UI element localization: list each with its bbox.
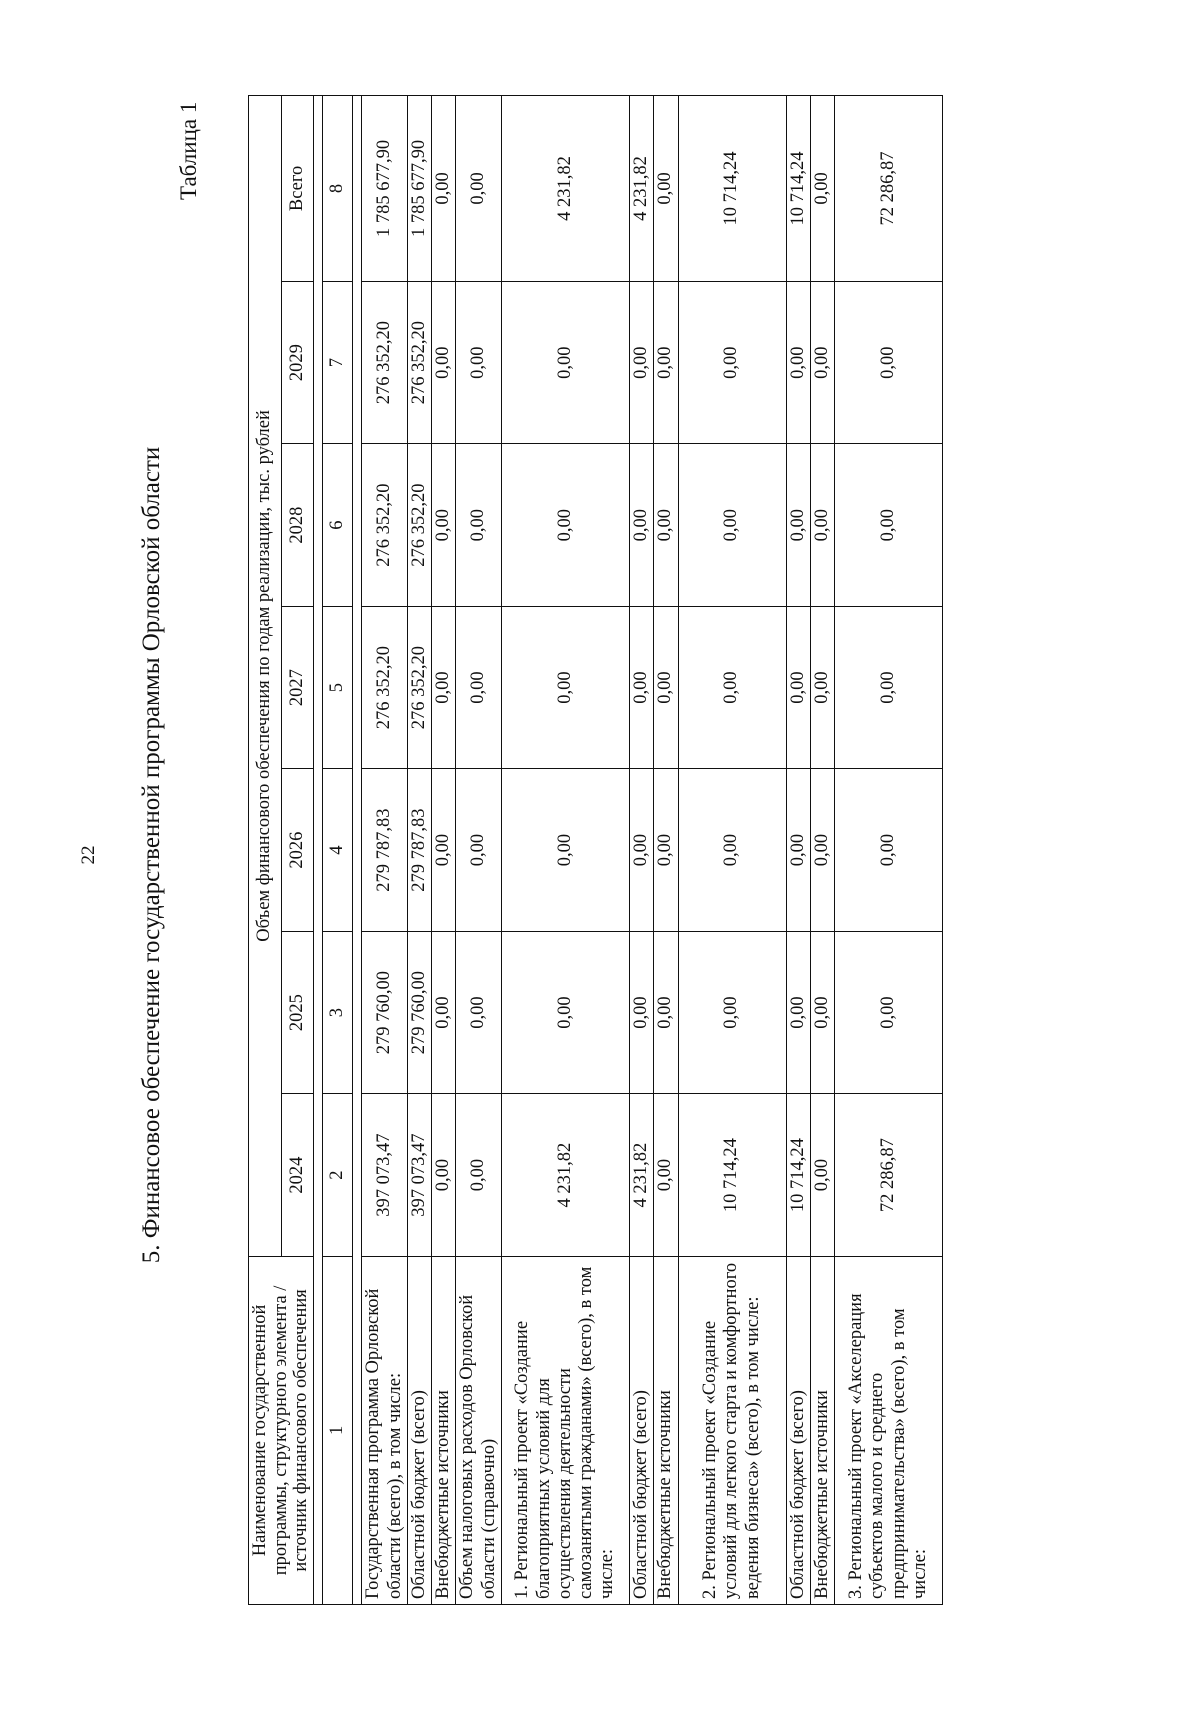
- row-value: 0,00: [835, 931, 943, 1093]
- row-value: 276 352,20: [407, 444, 431, 606]
- row-value: 0,00: [456, 931, 502, 1093]
- row-value: 279 760,00: [407, 931, 431, 1093]
- row-value: 0,00: [786, 606, 810, 768]
- row-value: 0,00: [654, 606, 678, 768]
- row-value: 4 231,82: [502, 1094, 630, 1256]
- row-value: 0,00: [678, 606, 786, 768]
- row-value: 0,00: [678, 444, 786, 606]
- header-year: 2028: [281, 444, 314, 606]
- table-row: [432, 96, 456, 1605]
- row-value: 0,00: [810, 444, 834, 606]
- row-value: 0,00: [654, 769, 678, 931]
- row-total: 10 714,24: [786, 96, 810, 282]
- row-value: 0,00: [786, 769, 810, 931]
- row-value: 279 787,83: [362, 769, 408, 931]
- column-number: 2: [323, 1094, 353, 1256]
- row-total: 4 231,82: [630, 96, 654, 282]
- row-value: 0,00: [502, 606, 630, 768]
- row-value: 72 286,87: [835, 1094, 943, 1256]
- row-name: 2. Региональный проект «Создание условий для легкого старта и комфортного ведения бизнеса» (всего), в том числе:: [678, 1256, 786, 1604]
- row-total: 1 785 677,90: [362, 96, 408, 282]
- table-row: [362, 96, 408, 1605]
- header-year: 2027: [281, 606, 314, 768]
- row-value: 0,00: [502, 281, 630, 443]
- row-value: 0,00: [432, 769, 456, 931]
- header-total: Всего: [281, 96, 314, 282]
- row-value: 0,00: [654, 281, 678, 443]
- row-value: 0,00: [786, 444, 810, 606]
- row-value: 0,00: [678, 281, 786, 443]
- row-value: 0,00: [810, 281, 834, 443]
- row-value: 0,00: [432, 444, 456, 606]
- financing-table: [248, 95, 943, 1605]
- header-year: 2029: [281, 281, 314, 443]
- row-name: 3. Региональный проект «Акселерация субъектов малого и среднего предпринимательства» (всего), в том числе:: [835, 1256, 943, 1604]
- row-value: 0,00: [456, 444, 502, 606]
- row-value: 0,00: [678, 769, 786, 931]
- column-number: 5: [323, 606, 353, 768]
- header-year: 2025: [281, 931, 314, 1093]
- row-value: 397 073,47: [407, 1094, 431, 1256]
- page-number: 22: [78, 845, 99, 865]
- row-value: 0,00: [630, 769, 654, 931]
- row-value: 279 760,00: [362, 931, 408, 1093]
- row-value: 0,00: [786, 281, 810, 443]
- column-number: 1: [323, 1256, 353, 1604]
- row-value: 276 352,20: [407, 606, 431, 768]
- row-name: Областной бюджет (всего): [786, 1256, 810, 1604]
- table-row: [456, 96, 502, 1605]
- row-value: 0,00: [786, 931, 810, 1093]
- row-total: 0,00: [810, 96, 834, 282]
- row-value: 10 714,24: [786, 1094, 810, 1256]
- table-caption: Таблица 1: [176, 101, 201, 200]
- row-value: 4 231,82: [630, 1094, 654, 1256]
- row-value: 0,00: [678, 931, 786, 1093]
- row-value: 0,00: [630, 931, 654, 1093]
- column-number: 4: [323, 769, 353, 931]
- row-value: 0,00: [835, 444, 943, 606]
- row-value: 10 714,24: [678, 1094, 786, 1256]
- row-total: 72 286,87: [835, 96, 943, 282]
- row-value: 397 073,47: [362, 1094, 408, 1256]
- row-value: 0,00: [456, 769, 502, 931]
- row-value: 279 787,83: [407, 769, 431, 931]
- column-number: 8: [323, 96, 353, 282]
- table-row: [678, 96, 786, 1605]
- row-value: 0,00: [630, 281, 654, 443]
- row-value: 0,00: [432, 931, 456, 1093]
- table-row: [502, 96, 630, 1605]
- row-value: 0,00: [654, 444, 678, 606]
- row-value: 0,00: [654, 1094, 678, 1256]
- row-name: 1. Региональный проект «Создание благоприятных условий для осуществления деятельности самозанятыми гражданами» (всего), в том числе:: [502, 1256, 630, 1604]
- table-row: [407, 96, 431, 1605]
- row-name: Областной бюджет (всего): [630, 1256, 654, 1604]
- row-value: 276 352,20: [362, 606, 408, 768]
- row-value: 0,00: [502, 444, 630, 606]
- row-value: 0,00: [630, 606, 654, 768]
- column-number: 7: [323, 281, 353, 443]
- row-total: 1 785 677,90: [407, 96, 431, 282]
- separator-row: [314, 96, 323, 1605]
- row-value: 0,00: [835, 606, 943, 768]
- row-total: 0,00: [654, 96, 678, 282]
- row-name: Внебюджетные источники: [432, 1256, 456, 1604]
- column-number-row: [323, 96, 353, 1605]
- row-value: 276 352,20: [362, 281, 408, 443]
- column-number: 3: [323, 931, 353, 1093]
- row-value: 276 352,20: [407, 281, 431, 443]
- table-row: [630, 96, 654, 1605]
- row-name: Областной бюджет (всего): [407, 1256, 431, 1604]
- table-row: [654, 96, 678, 1605]
- row-name: Внебюджетные источники: [810, 1256, 834, 1604]
- row-value: 0,00: [810, 931, 834, 1093]
- row-value: 0,00: [432, 606, 456, 768]
- row-name: Объем налоговых расходов Орловской области (справочно): [456, 1256, 502, 1604]
- table-row: [835, 96, 943, 1605]
- row-total: 4 231,82: [502, 96, 630, 282]
- row-value: 0,00: [502, 931, 630, 1093]
- table-row: [786, 96, 810, 1605]
- row-value: 0,00: [456, 281, 502, 443]
- table-row: [810, 96, 834, 1605]
- row-value: 0,00: [630, 444, 654, 606]
- header-year: 2024: [281, 1094, 314, 1256]
- page-title: 5. Финансовое обеспечение государственной программы Орловской области: [138, 446, 165, 1264]
- row-value: 0,00: [810, 1094, 834, 1256]
- row-value: 0,00: [432, 281, 456, 443]
- row-value: 0,00: [456, 606, 502, 768]
- row-total: 10 714,24: [678, 96, 786, 282]
- row-value: 0,00: [835, 281, 943, 443]
- row-value: 0,00: [654, 931, 678, 1093]
- header-name-column: Наименование государственной программы, структурного элемента / источник финансового обеспечения: [249, 1256, 314, 1604]
- row-value: 0,00: [432, 1094, 456, 1256]
- row-name: Внебюджетные источники: [654, 1256, 678, 1604]
- row-value: 0,00: [456, 1094, 502, 1256]
- row-total: 0,00: [432, 96, 456, 282]
- header-group-label: Объем финансового обеспечения по годам реализации, тыс. рублей: [249, 96, 282, 1257]
- separator-row: [353, 96, 362, 1605]
- row-value: 0,00: [835, 769, 943, 931]
- row-value: 276 352,20: [362, 444, 408, 606]
- row-value: 0,00: [810, 606, 834, 768]
- row-total: 0,00: [456, 96, 502, 282]
- row-value: 0,00: [810, 769, 834, 931]
- column-number: 6: [323, 444, 353, 606]
- row-value: 0,00: [502, 769, 630, 931]
- row-name: Государственная программа Орловской области (всего), в том числе:: [362, 1256, 408, 1604]
- header-year: 2026: [281, 769, 314, 931]
